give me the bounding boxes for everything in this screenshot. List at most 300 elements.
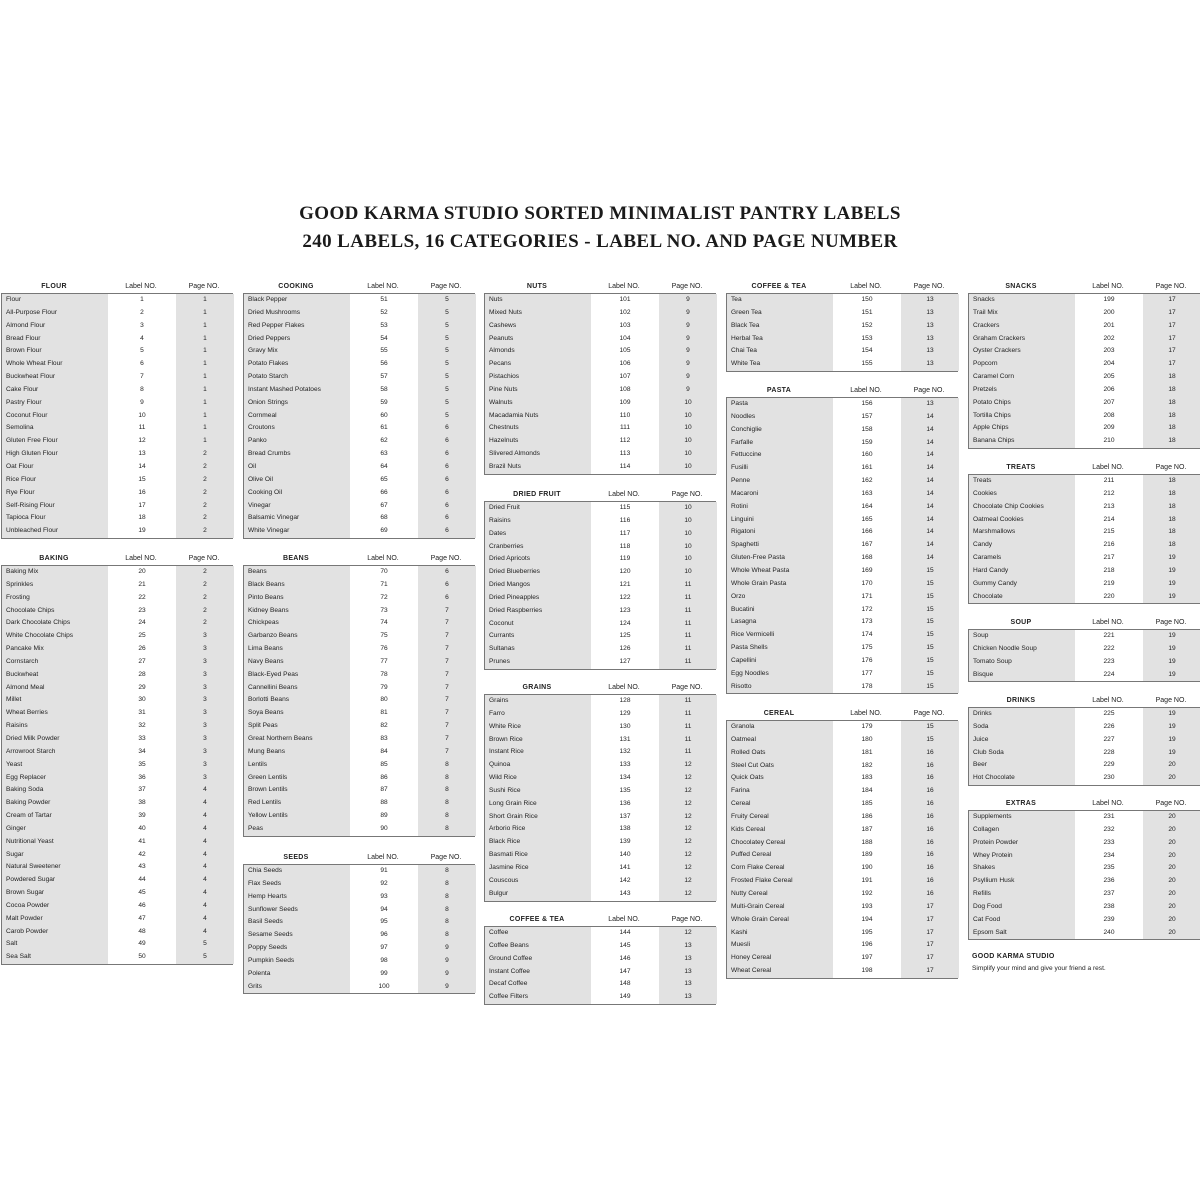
item-name: Potato Chips <box>969 397 1075 410</box>
item-name: Oil <box>244 461 350 474</box>
table-row <box>727 514 957 527</box>
item-name: Long Grain Rice <box>485 798 591 811</box>
label-number: 103 <box>591 320 659 333</box>
table-row <box>2 397 232 410</box>
label-number: 55 <box>350 345 418 358</box>
item-name: Rye Flour <box>2 487 108 500</box>
table-row <box>244 955 474 968</box>
table-row <box>969 875 1199 888</box>
page-number: 14 <box>901 552 959 565</box>
label-number: 24 <box>108 617 176 630</box>
table-row <box>969 345 1199 358</box>
item-name: Rolled Oats <box>727 747 833 760</box>
table-row <box>727 320 957 333</box>
category-header <box>484 913 716 926</box>
label-number: 222 <box>1075 643 1143 656</box>
table-row <box>244 823 474 836</box>
label-number: 218 <box>1075 565 1143 578</box>
table-row <box>485 966 715 979</box>
page-number: 14 <box>901 462 959 475</box>
page-number: 20 <box>1143 759 1200 772</box>
label-number: 48 <box>108 926 176 939</box>
table-row <box>727 914 957 927</box>
table-row <box>727 398 957 411</box>
label-number: 196 <box>833 939 901 952</box>
page-number: 16 <box>901 862 959 875</box>
item-name: Muesli <box>727 939 833 952</box>
table-row <box>2 913 232 926</box>
table-row <box>244 474 474 487</box>
label-number: 110 <box>591 410 659 423</box>
label-number: 20 <box>108 566 176 579</box>
label-number: 11 <box>108 422 176 435</box>
label-number: 156 <box>833 398 901 411</box>
category-rows <box>243 864 475 994</box>
label-number: 68 <box>350 512 418 525</box>
table-row <box>969 811 1199 824</box>
label-number: 104 <box>591 333 659 346</box>
label-number: 179 <box>833 721 901 734</box>
label-number: 227 <box>1075 734 1143 747</box>
label-number: 221 <box>1075 630 1143 643</box>
item-name: Conchiglie <box>727 424 833 437</box>
label-number: 237 <box>1075 888 1143 901</box>
table-row <box>2 797 232 810</box>
page-number: 10 <box>659 515 717 528</box>
label-number: 6 <box>108 358 176 371</box>
label-number: 170 <box>833 578 901 591</box>
item-name: Hazelnuts <box>485 435 591 448</box>
label-number: 23 <box>108 605 176 618</box>
label-number: 210 <box>1075 435 1143 448</box>
page-number: 20 <box>1143 811 1200 824</box>
page-number: 3 <box>176 643 234 656</box>
category-header <box>1 552 233 565</box>
table-row <box>485 630 715 643</box>
label-number: 80 <box>350 694 418 707</box>
page-no-header: Page NO. <box>1155 283 1187 290</box>
table-row <box>485 502 715 515</box>
label-number: 57 <box>350 371 418 384</box>
item-name: Whole Grain Pasta <box>727 578 833 591</box>
page-number: 19 <box>1143 643 1200 656</box>
item-name: Cornstarch <box>2 656 108 669</box>
table-row <box>2 487 232 500</box>
table-row <box>485 294 715 307</box>
page-number: 1 <box>176 384 234 397</box>
page-number: 14 <box>901 449 959 462</box>
page-number: 14 <box>901 526 959 539</box>
item-name: Brazil Nuts <box>485 461 591 474</box>
label-number: 154 <box>833 345 901 358</box>
table-row <box>727 565 957 578</box>
table-row <box>727 307 957 320</box>
table-row <box>485 927 715 940</box>
table-row <box>2 371 232 384</box>
label-number: 234 <box>1075 850 1143 863</box>
label-number: 188 <box>833 837 901 850</box>
label-number: 92 <box>350 878 418 891</box>
page-number: 8 <box>418 772 476 785</box>
item-name: Penne <box>727 475 833 488</box>
label-number: 183 <box>833 772 901 785</box>
page-number: 9 <box>418 981 476 994</box>
item-name: Fusilli <box>727 462 833 475</box>
table-row <box>485 875 715 888</box>
table-row <box>2 951 232 964</box>
item-name: Instant Rice <box>485 746 591 759</box>
table-row <box>485 785 715 798</box>
page-title <box>0 200 1200 256</box>
page-number: 8 <box>418 784 476 797</box>
page-number: 15 <box>901 565 959 578</box>
table-row <box>727 462 957 475</box>
page-number: 10 <box>659 553 717 566</box>
item-name: Yeast <box>2 759 108 772</box>
page-number: 8 <box>418 759 476 772</box>
label-no-header: Label NO. <box>367 555 399 562</box>
label-number: 199 <box>1075 294 1143 307</box>
item-name: Millet <box>2 694 108 707</box>
page-number: 8 <box>418 797 476 810</box>
label-number: 235 <box>1075 862 1143 875</box>
page-no-header: Page NO. <box>913 283 945 290</box>
page-number: 15 <box>901 734 959 747</box>
label-number: 52 <box>350 307 418 320</box>
label-no-header: Label NO. <box>608 283 640 290</box>
table-row <box>969 333 1199 346</box>
category-name: FLOUR <box>41 283 67 290</box>
label-number: 10 <box>108 410 176 423</box>
page-number: 10 <box>659 566 717 579</box>
table-row <box>244 605 474 618</box>
label-number: 155 <box>833 358 901 371</box>
page-number: 13 <box>901 345 959 358</box>
item-name: Raisins <box>485 515 591 528</box>
page-number: 7 <box>418 656 476 669</box>
table-row <box>485 566 715 579</box>
item-name: Trail Mix <box>969 307 1075 320</box>
page-no-header: Page NO. <box>430 854 462 861</box>
page-number: 7 <box>418 643 476 656</box>
label-number: 192 <box>833 888 901 901</box>
table-row <box>2 422 232 435</box>
table-row <box>485 618 715 631</box>
table-row <box>244 307 474 320</box>
item-name: Chestnuts <box>485 422 591 435</box>
table-row <box>485 953 715 966</box>
category-table <box>726 280 958 372</box>
table-row <box>244 384 474 397</box>
category-header <box>968 616 1200 629</box>
category-table <box>968 461 1200 604</box>
label-number: 165 <box>833 514 901 527</box>
item-name: Garbanzo Beans <box>244 630 350 643</box>
item-name: Dried Milk Powder <box>2 733 108 746</box>
item-name: Cannellini Beans <box>244 682 350 695</box>
page-number: 9 <box>659 384 717 397</box>
label-number: 4 <box>108 333 176 346</box>
item-name: Fruity Cereal <box>727 811 833 824</box>
page-number: 16 <box>901 798 959 811</box>
page-number: 8 <box>418 823 476 836</box>
label-number: 13 <box>108 448 176 461</box>
category-rows <box>968 293 1200 449</box>
table-row <box>969 371 1199 384</box>
item-name: Noodles <box>727 411 833 424</box>
label-number: 213 <box>1075 501 1143 514</box>
label-number: 158 <box>833 424 901 437</box>
item-name: Sushi Rice <box>485 785 591 798</box>
label-number: 129 <box>591 708 659 721</box>
table-row <box>2 874 232 887</box>
item-name: Bread Crumbs <box>244 448 350 461</box>
label-number: 166 <box>833 526 901 539</box>
page-number: 4 <box>176 913 234 926</box>
table-row <box>244 487 474 500</box>
table-row <box>244 371 474 384</box>
label-no-header: Label NO. <box>125 283 157 290</box>
table-row <box>244 707 474 720</box>
item-name: Banana Chips <box>969 435 1075 448</box>
page-number: 4 <box>176 849 234 862</box>
table-row <box>2 358 232 371</box>
item-name: Panko <box>244 435 350 448</box>
item-name: Farfalle <box>727 437 833 450</box>
page-number: 13 <box>901 320 959 333</box>
table-row <box>2 333 232 346</box>
item-name: Snacks <box>969 294 1075 307</box>
label-number: 27 <box>108 656 176 669</box>
category-table <box>484 913 716 1005</box>
label-number: 94 <box>350 904 418 917</box>
label-number: 112 <box>591 435 659 448</box>
table-row <box>244 617 474 630</box>
label-number: 180 <box>833 734 901 747</box>
item-name: Chocolate Chip Cookies <box>969 501 1075 514</box>
label-number: 224 <box>1075 669 1143 682</box>
table-row <box>727 578 957 591</box>
item-name: Black Rice <box>485 836 591 849</box>
item-name: Arborio Rice <box>485 823 591 836</box>
page-number: 9 <box>418 955 476 968</box>
label-number: 45 <box>108 887 176 900</box>
page-number: 12 <box>659 875 717 888</box>
item-name: Pasta Shells <box>727 642 833 655</box>
page-number: 18 <box>1143 371 1200 384</box>
page-number: 9 <box>418 968 476 981</box>
page-number: 5 <box>418 384 476 397</box>
item-name: Cranberries <box>485 541 591 554</box>
page-number: 5 <box>176 951 234 964</box>
page-number: 18 <box>1143 410 1200 423</box>
item-name: Dried Blueberries <box>485 566 591 579</box>
table-row <box>485 759 715 772</box>
table-row <box>2 345 232 358</box>
table-row <box>727 539 957 552</box>
label-number: 37 <box>108 784 176 797</box>
page-number: 4 <box>176 861 234 874</box>
table-row <box>485 888 715 901</box>
label-number: 215 <box>1075 526 1143 539</box>
category-name: DRINKS <box>1006 697 1036 704</box>
page-number: 5 <box>176 938 234 951</box>
item-name: Graham Crackers <box>969 333 1075 346</box>
page-number: 8 <box>418 891 476 904</box>
label-number: 61 <box>350 422 418 435</box>
page-number: 6 <box>418 525 476 538</box>
page-number: 20 <box>1143 875 1200 888</box>
item-name: Collagen <box>969 824 1075 837</box>
item-name: Chickpeas <box>244 617 350 630</box>
label-number: 86 <box>350 772 418 785</box>
item-name: Cashews <box>485 320 591 333</box>
item-name: Green Lentils <box>244 772 350 785</box>
item-name: Croutons <box>244 422 350 435</box>
page-number: 18 <box>1143 539 1200 552</box>
table-row <box>485 541 715 554</box>
category-table <box>1 552 233 965</box>
page-number: 5 <box>418 333 476 346</box>
page-number: 4 <box>176 836 234 849</box>
label-number: 89 <box>350 810 418 823</box>
page-number: 6 <box>418 500 476 513</box>
table-row <box>969 721 1199 734</box>
page-number: 19 <box>1143 591 1200 604</box>
label-number: 15 <box>108 474 176 487</box>
label-no-header: Label NO. <box>608 916 640 923</box>
page-number: 13 <box>659 978 717 991</box>
table-row <box>969 578 1199 591</box>
category-header <box>243 280 475 293</box>
table-row <box>727 629 957 642</box>
table-row <box>244 656 474 669</box>
item-name: Flour <box>2 294 108 307</box>
page-number: 2 <box>176 579 234 592</box>
label-number: 54 <box>350 333 418 346</box>
page-number: 1 <box>176 333 234 346</box>
page-no-header: Page NO. <box>671 916 703 923</box>
page-number: 15 <box>901 668 959 681</box>
page-no-header: Page NO. <box>913 387 945 394</box>
table-row <box>485 410 715 423</box>
table-row <box>969 850 1199 863</box>
table-row <box>2 682 232 695</box>
page-number: 6 <box>418 487 476 500</box>
label-number: 152 <box>833 320 901 333</box>
table-row <box>244 512 474 525</box>
label-number: 102 <box>591 307 659 320</box>
label-number: 240 <box>1075 927 1143 940</box>
label-number: 136 <box>591 798 659 811</box>
table-row <box>969 669 1199 682</box>
page-number: 8 <box>418 810 476 823</box>
label-number: 142 <box>591 875 659 888</box>
table-row <box>244 904 474 917</box>
table-row <box>244 566 474 579</box>
item-name: Tapioca Flour <box>2 512 108 525</box>
item-name: Wheat Cereal <box>727 965 833 978</box>
page-number: 15 <box>901 642 959 655</box>
label-no-header: Label NO. <box>850 710 882 717</box>
item-name: Instant Coffee <box>485 966 591 979</box>
category-name: BAKING <box>39 555 69 562</box>
item-name: Black Beans <box>244 579 350 592</box>
page-number: 15 <box>901 604 959 617</box>
item-name: Lasagna <box>727 616 833 629</box>
item-name: Honey Cereal <box>727 952 833 965</box>
table-row <box>2 605 232 618</box>
table-row <box>727 294 957 307</box>
label-number: 14 <box>108 461 176 474</box>
table-row <box>485 811 715 824</box>
item-name: Capellini <box>727 655 833 668</box>
table-row <box>2 384 232 397</box>
page-number: 11 <box>659 708 717 721</box>
table-row <box>485 345 715 358</box>
item-name: Potato Flakes <box>244 358 350 371</box>
page-number: 8 <box>418 916 476 929</box>
label-number: 126 <box>591 643 659 656</box>
item-name: Unbleached Flour <box>2 525 108 538</box>
item-name: Great Northern Beans <box>244 733 350 746</box>
page-no-header: Page NO. <box>430 283 462 290</box>
page-number: 16 <box>901 888 959 901</box>
item-name: Steel Cut Oats <box>727 760 833 773</box>
label-number: 46 <box>108 900 176 913</box>
category-rows <box>243 565 475 837</box>
page-number: 11 <box>659 592 717 605</box>
label-number: 217 <box>1075 552 1143 565</box>
item-name: Olive Oil <box>244 474 350 487</box>
page-number: 11 <box>659 605 717 618</box>
page-number: 10 <box>659 448 717 461</box>
label-number: 64 <box>350 461 418 474</box>
item-name: Wheat Berries <box>2 707 108 720</box>
item-name: Tortilla Chips <box>969 410 1075 423</box>
table-row <box>244 682 474 695</box>
table-row <box>969 837 1199 850</box>
page-number: 6 <box>418 448 476 461</box>
label-number: 71 <box>350 579 418 592</box>
table-row <box>969 410 1199 423</box>
table-row <box>727 849 957 862</box>
table-row <box>244 592 474 605</box>
label-number: 111 <box>591 422 659 435</box>
label-number: 148 <box>591 978 659 991</box>
table-row <box>2 887 232 900</box>
item-name: Coffee Beans <box>485 940 591 953</box>
page-number: 12 <box>659 849 717 862</box>
label-number: 177 <box>833 668 901 681</box>
category-name: COFFEE & TEA <box>509 916 565 923</box>
page-number: 20 <box>1143 772 1200 785</box>
category-table <box>484 681 716 902</box>
item-name: White Tea <box>727 358 833 371</box>
table-row <box>485 849 715 862</box>
label-number: 12 <box>108 435 176 448</box>
page-number: 1 <box>176 371 234 384</box>
page-number: 5 <box>418 320 476 333</box>
label-number: 9 <box>108 397 176 410</box>
page-number: 16 <box>901 824 959 837</box>
label-number: 81 <box>350 707 418 720</box>
page-number: 13 <box>901 358 959 371</box>
page-number: 2 <box>176 566 234 579</box>
item-name: Bulgur <box>485 888 591 901</box>
label-number: 109 <box>591 397 659 410</box>
table-row <box>969 914 1199 927</box>
